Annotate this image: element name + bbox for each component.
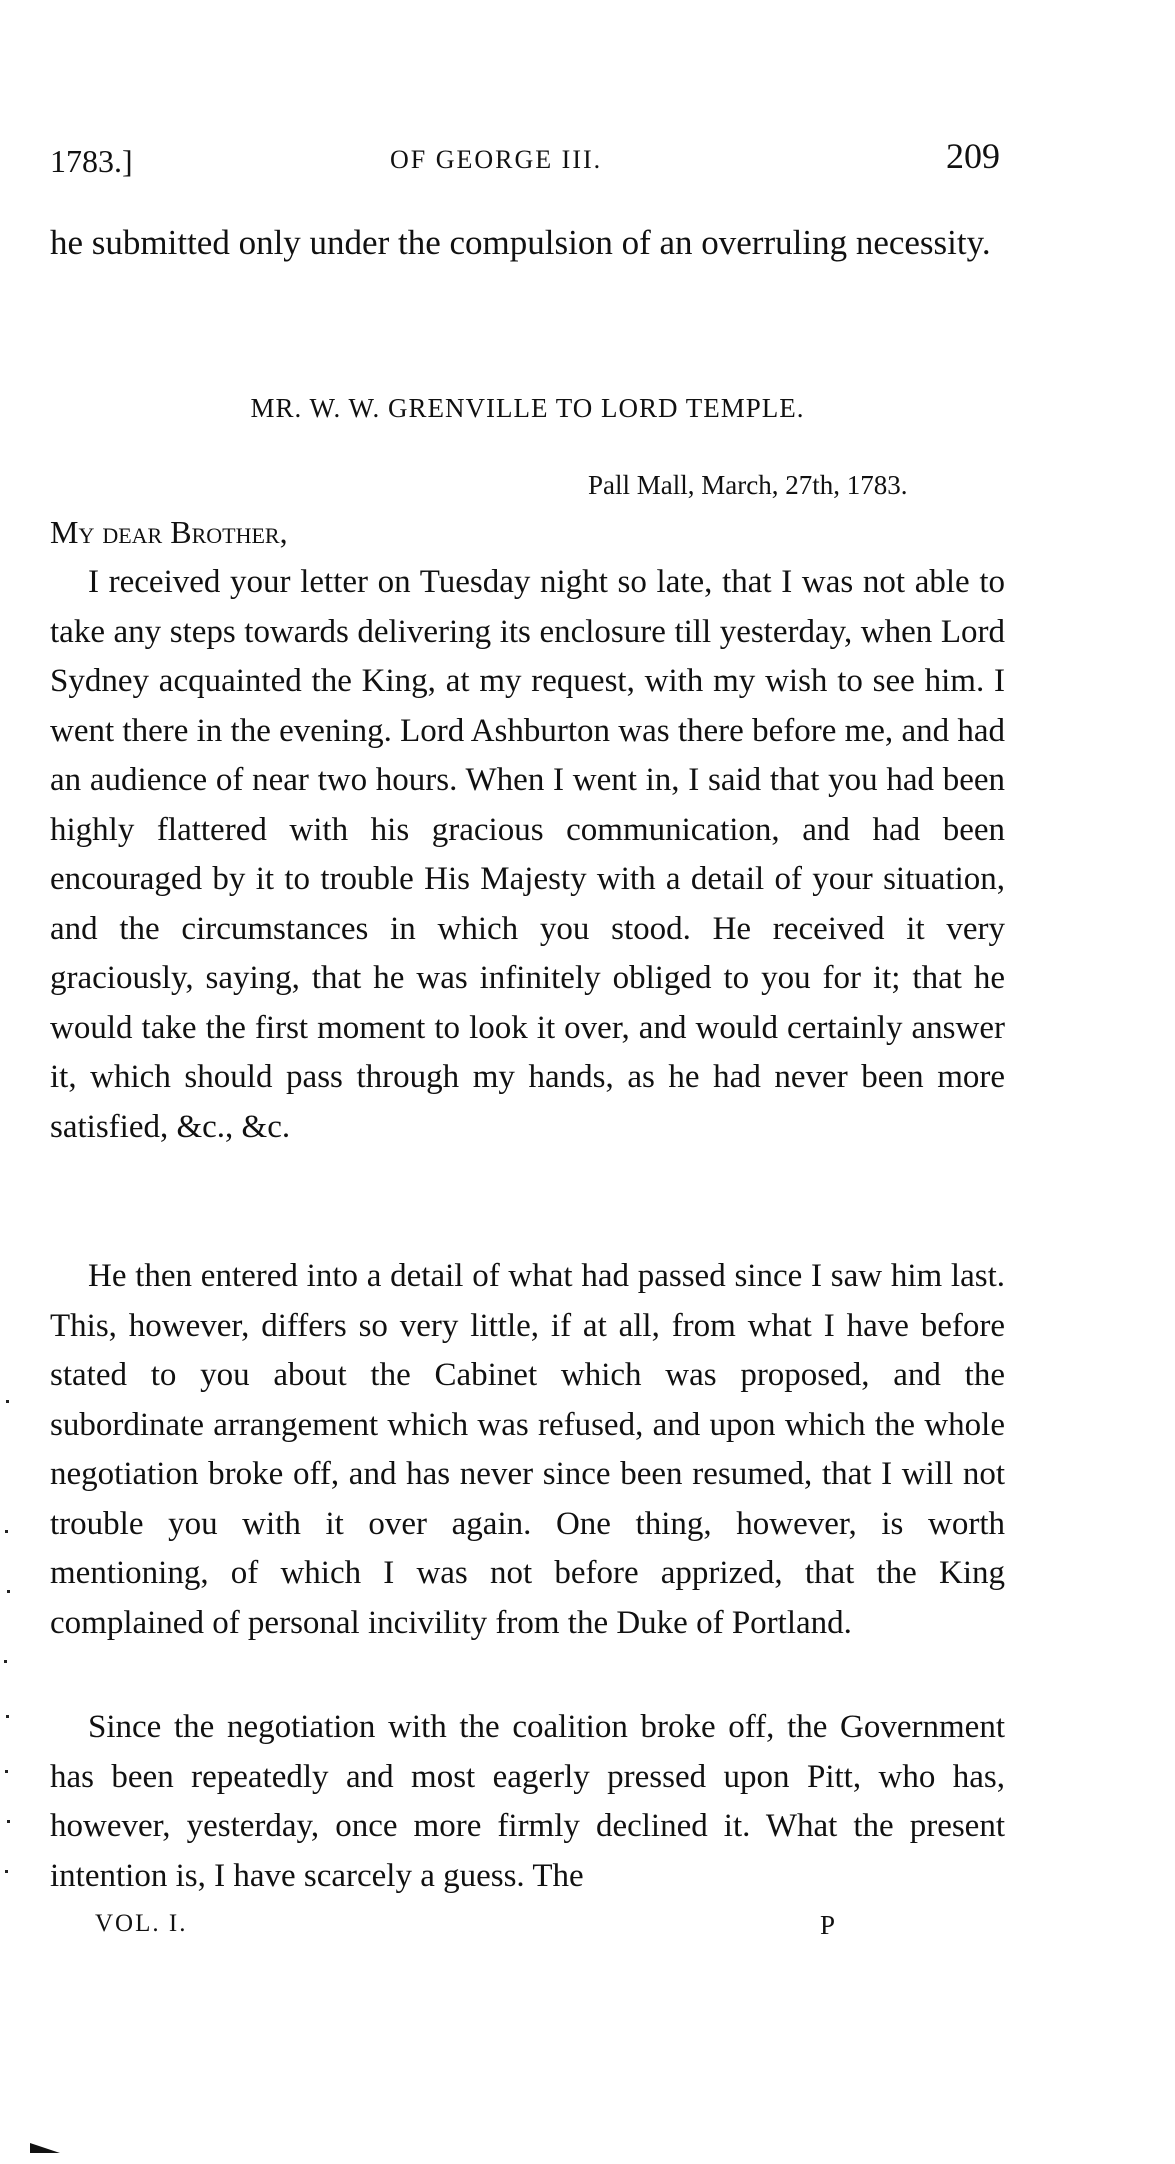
letter-salutation: My dear Brother,	[50, 514, 288, 550]
letter-paragraph-3	[50, 1703, 1005, 1901]
footer-signature: P	[820, 1910, 838, 1940]
margin-speck	[5, 1770, 8, 1773]
margin-specks	[0, 1400, 20, 1900]
running-head-title: OF GEORGE III.	[390, 145, 603, 174]
margin-speck	[6, 1400, 9, 1403]
page-number: 209	[946, 136, 1000, 176]
running-head-year: 1783.]	[50, 143, 133, 179]
page-footer	[95, 1910, 855, 1950]
margin-speck	[5, 1530, 8, 1533]
corner-mark-icon	[30, 2143, 60, 2153]
running-head	[50, 135, 1000, 185]
letter-paragraph-2	[50, 1252, 1005, 1648]
letter-dateline: Pall Mall, March, 27th, 1783.	[588, 470, 908, 500]
margin-speck	[7, 1590, 10, 1593]
margin-speck	[6, 1715, 9, 1718]
letter-heading-text: MR. W. W. GRENVILLE TO LORD TEMPLE.	[250, 393, 805, 423]
intro-text: he submitted only under the compulsion of an overruling necessity.	[50, 223, 991, 262]
margin-speck	[4, 1660, 7, 1663]
letter-paragraph-1	[50, 558, 1005, 1152]
letter-heading	[0, 393, 1175, 424]
margin-speck	[5, 1870, 8, 1873]
intro-paragraph	[50, 217, 1005, 269]
margin-speck	[7, 1820, 10, 1823]
footer-volume: VOL. I.	[95, 1910, 188, 1937]
paragraph-text: Since the negotiation with the coalition broke off, the Government has been repeatedly and most eagerly pressed upon Pitt, who has, however, yesterday, once more firmly declined it. What the present intention is, I have scarcely a guess. The	[50, 1709, 1005, 1894]
paragraph-text: He then entered into a detail of what had passed since I saw him last. This, however, differs so very little, if at all, from what I have before stated to you about the Cabinet which was proposed, and the subordinate arrangement which was refused, and upon which the whole negotiation broke off, and has never since been resumed, that I will not trouble you with it over again. One thing, however, is worth mentioning, of which I was not before apprized, that the King complained of personal incivility from the Duke of Portland.	[50, 1258, 1005, 1641]
paragraph-text: I received your letter on Tuesday night so late, that I was not able to take any steps towards delivering its enclosure till yesterday, when Lord Sydney acquainted the King, at my request, with my wish to see him. I went there in the evening. Lord Ashburton was there before me, and had an audience of near two hours. When I went in, I said that you had been highly flattered with his gracious communication, and had been encouraged by it to trouble His Majesty with a detail of your situation, and the circumstances in which you stood. He received it very graciously, saying, that he was infinitely obliged to you for it; that he would take the first moment to look it over, and would certainly answer it, which should pass through my hands, as he had never been more satisfied, &c., &c.	[50, 564, 1005, 1145]
